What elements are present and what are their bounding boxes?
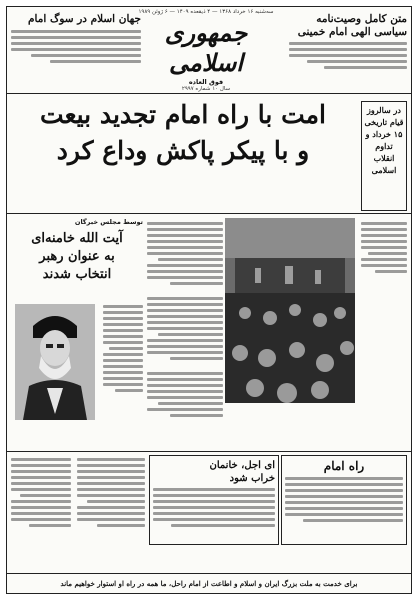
sidebar-box-text: در سالروز قیام تاریخی ۱۵ خرداد و تداوم انقلاب اسلامی bbox=[364, 105, 404, 175]
right-teaser bbox=[289, 13, 407, 72]
main-headline-line-2: و با پیکر پاکش وداع کرد bbox=[56, 136, 310, 165]
masthead-title: جمهوری اسلامی bbox=[164, 18, 248, 77]
bottom-left-article-2 bbox=[77, 455, 145, 530]
bottom-right-headline: راه امام bbox=[323, 459, 365, 473]
funeral-crowd-photo bbox=[225, 218, 355, 403]
leader-story-kicker: توسط مجلس خبرگان bbox=[74, 218, 143, 226]
main-headline-line-1: امت با راه امام تجدید بیعت bbox=[40, 100, 326, 129]
leader-portrait-illustration bbox=[15, 304, 95, 420]
crowd-photo-illustration bbox=[225, 218, 355, 403]
newspaper-front-page bbox=[6, 6, 412, 594]
leader-story-headline-2: به عنوان رهبر bbox=[39, 249, 115, 264]
bottom-middle-box bbox=[149, 455, 279, 545]
leader-story-body bbox=[103, 302, 143, 395]
masthead-date-line: سه‌شنبه ۱۶ خرداد ۱۳۶۸ — ۴ ذیقعده ۱۴۰۹ — ۶ ژوئن ۱۹۸۹ bbox=[138, 9, 274, 15]
main-headline bbox=[11, 97, 355, 169]
footer-banner bbox=[11, 577, 407, 591]
bottom-middle-headline-2: خراب شود bbox=[229, 473, 275, 484]
masthead-subtitle: فوق العاده bbox=[188, 78, 224, 86]
sidebar-box bbox=[361, 101, 407, 211]
leader-story bbox=[11, 218, 143, 448]
masthead-edition: سال ۱۰ شماره ۲۹۹۷ bbox=[181, 86, 231, 92]
leader-story-headline-3: انتخاب شدند bbox=[42, 267, 112, 282]
footer-banner-text: برای خدمت به ملت بزرگ ایران و اسلام و اطاعت از امام راحل، ما همه در راه او استوار خواهیم ماند bbox=[60, 579, 358, 588]
left-teaser-headline: جهان اسلام در سوگ امام bbox=[28, 13, 141, 25]
masthead bbox=[136, 9, 276, 92]
bottom-middle-headline-1: ای اجل، خانمان bbox=[209, 460, 275, 471]
right-column-text bbox=[361, 219, 407, 276]
leader-story-headline-1: آیت الله خامنه‌ای bbox=[31, 231, 123, 246]
bottom-left-article bbox=[11, 455, 71, 530]
right-teaser-headline-1: متن کامل وصیت‌نامه bbox=[316, 13, 407, 25]
left-teaser bbox=[11, 13, 141, 66]
right-teaser-body bbox=[289, 42, 407, 69]
right-teaser-headline-2: سیاسی الهی امام خمینی bbox=[297, 26, 407, 38]
leader-portrait-photo bbox=[15, 304, 95, 420]
bottom-right-box bbox=[281, 455, 407, 545]
left-teaser-body bbox=[11, 30, 141, 63]
middle-article bbox=[147, 219, 223, 420]
